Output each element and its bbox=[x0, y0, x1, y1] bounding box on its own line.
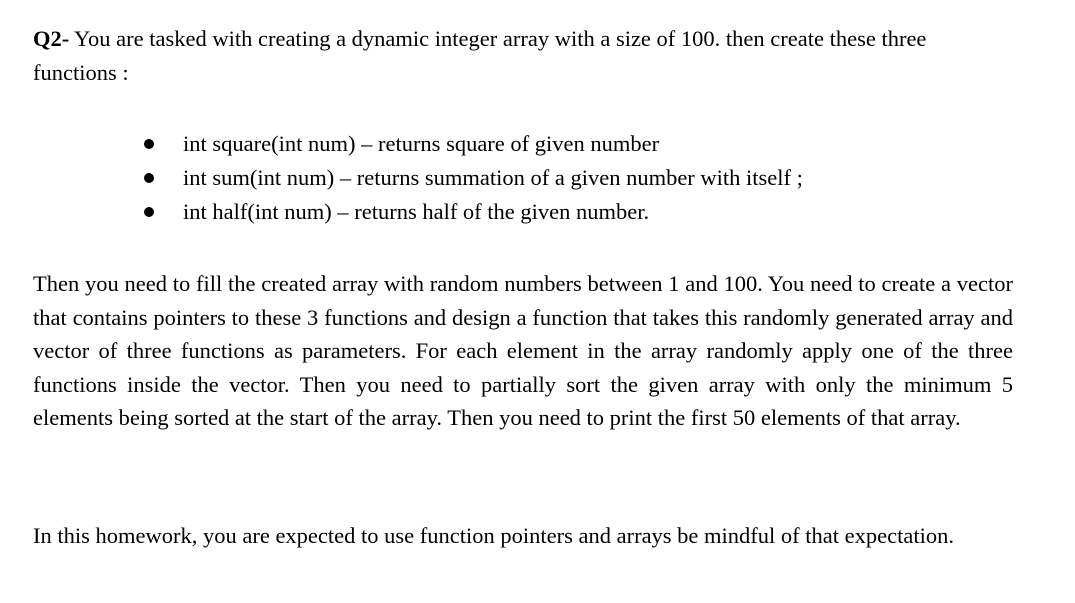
function-item-half bbox=[33, 195, 1013, 229]
question-intro: You are tasked with creating a dynamic integer array with a size of 100. then create these three functions : bbox=[33, 26, 927, 85]
homework-page bbox=[33, 22, 1013, 552]
question-number: Q2- bbox=[33, 26, 70, 51]
note-paragraph: In this homework, you are expected to use function pointers and arrays be mindful of that expectation. bbox=[33, 522, 954, 548]
function-item-sum bbox=[33, 161, 1013, 195]
function-list bbox=[33, 127, 1013, 229]
bullet-icon bbox=[144, 207, 154, 217]
function-text: int half(int num) – returns half of the given number. bbox=[183, 199, 650, 224]
bullet-icon bbox=[144, 139, 154, 149]
function-text: int square(int num) – returns square of given number bbox=[183, 131, 660, 156]
instructions-paragraph: Then you need to fill the created array with random numbers between 1 and 100. You need to create a vector that contains pointers to these 3 functions and design a function that takes this randomly generated array and vector of three functions as parameters. For each element in the array randomly apply one of the three functions inside the vector. Then you need to partially sort the given array with only the minimum 5 elements being sorted at the start of the array. Then you need to print the first 50 elements of that array. bbox=[33, 271, 1013, 430]
function-item-square bbox=[33, 127, 1013, 161]
question-heading bbox=[33, 22, 1013, 89]
bullet-icon bbox=[144, 173, 154, 183]
function-text: int sum(int num) – returns summation of a given number with itself ; bbox=[183, 165, 803, 190]
